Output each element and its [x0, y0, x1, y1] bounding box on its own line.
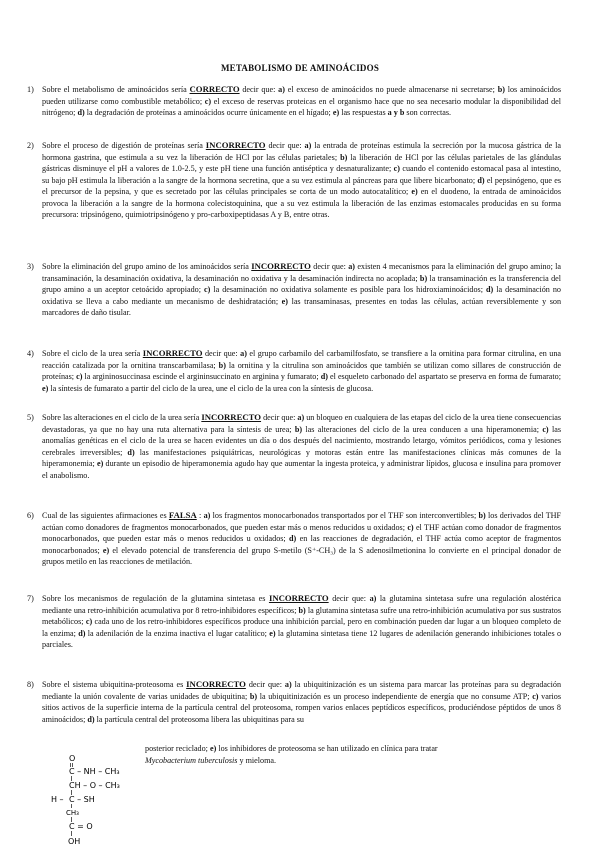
option-text: la desaminación no oxidativa se lleva a cabo mediante un mecanismo de deshidratación;	[42, 285, 561, 306]
option-letter: c)	[76, 372, 83, 382]
option-text: la argininosuccinasa escinde el argininsuccinato en arginina y fumarato;	[84, 372, 319, 382]
option-text: cuando el contenido estomacal pasa al intestino, su bajo pH estimula la liberación a la sangre de la hormona secretina, que a su vez estimula al páncreas para que libere bicarbonato;	[42, 164, 562, 185]
question-number: 5)	[27, 413, 34, 422]
question-keyword: INCORRECTO	[142, 348, 203, 358]
question-keyword: FALSA	[168, 510, 197, 520]
option-letter: d)	[320, 372, 328, 382]
option-text: son correctas.	[406, 108, 452, 118]
option-letter: e)	[269, 628, 276, 638]
option-text: el THF actúan como donador de fragmentos monocarbonados, que pueden estar más o menos reducidos u oxidados;	[42, 522, 562, 544]
question-keyword: INCORRECTO	[268, 593, 329, 603]
continuation-text: y mieloma.	[239, 755, 277, 765]
option-letter: e)	[102, 545, 110, 555]
option-letter: d)	[477, 175, 485, 185]
question-number: 3)	[27, 262, 34, 271]
option-text: varios sitios activos de la superficie interna de la partícula central del proteosoma, rompen varios enlaces peptídicos específicos, produciéndose péptidos de unos 8 aminoácidos;	[42, 691, 562, 724]
option-letter: b)	[340, 152, 348, 162]
option-text: la ubiquitinización es un sistema para marcar las proteínas para su degradación mediante la unión covalente de varias unidades de ubiquitina;	[42, 680, 562, 701]
struct-row-3: C – SH	[69, 795, 95, 804]
option-text: las alteraciones del ciclo de la urea conducen a una hiperamonemia;	[305, 424, 539, 434]
option-letter: b)	[497, 85, 505, 94]
question-stem: Sobre el metabolismo de aminoácidos sería	[42, 85, 187, 94]
option-text: cada uno de los retro-inhibidores específicos produce una inhibición parcial, pero en combinación pueden dar lugar a un bloqueo completo de la enzima;	[42, 617, 562, 638]
option-letter: c)	[393, 164, 400, 174]
question-stem-end: decir que:	[268, 141, 302, 150]
question-keyword: CORRECTO	[189, 84, 240, 94]
option-letter: b)	[478, 511, 486, 520]
question-5	[27, 412, 562, 481]
struct-row-2: CH – O – CH₃	[69, 781, 120, 790]
question-1	[27, 84, 562, 119]
option-letter: b)	[298, 605, 306, 615]
option-letter: c)	[85, 617, 93, 627]
option-letter: c)	[532, 691, 539, 701]
question-stem: Cual de las siguientes afirmaciones es	[42, 511, 167, 520]
question-8	[27, 679, 562, 725]
option-letter: b)	[294, 424, 303, 434]
question-keyword: INCORRECTO	[205, 140, 266, 150]
chemical-structure	[42, 752, 142, 848]
option-text: el esqueleto carbonado del aspartato se preserva en forma de fumarato;	[330, 372, 561, 382]
continuation-text: los inhibidores de proteosoma se han utilizado en clínica para tratar	[218, 744, 438, 753]
question-6	[27, 510, 562, 568]
question-4	[27, 348, 562, 394]
option-text: un bloqueo en cualquiera de las etapas del ciclo de la urea tiene consecuencias devastadoras, ya que no hay una ruta alternativa para la síntesis de urea;	[42, 413, 562, 434]
option-text: las transaminasas, presentes en todas las células, actúan reversiblemente y son marcadores de daño tisular.	[42, 296, 562, 318]
option-text: la liberación de HCl por las células parietales de las glándulas gástricas disminuye el pH a valores de 1.0-2.5, y este pH tiene una función antiséptica y desnaturalizante;	[42, 152, 562, 174]
question-3	[27, 261, 562, 319]
continuation-line-2	[145, 755, 565, 767]
option-letter: c)	[204, 285, 211, 295]
option-letter: d)	[77, 108, 85, 118]
struct-row-1: C – NH – CH₃	[69, 767, 120, 776]
question-keyword: INCORRECTO	[201, 412, 262, 422]
option-text: la ubiquitinización es un proceso independiente de energía que no consume ATP;	[259, 691, 530, 701]
continuation-text: posterior reciclado;	[145, 744, 208, 753]
option-letter: a)	[284, 680, 292, 689]
option-text: el pepsinógeno, que es el precursor de la pepsina, y que es secretado por las células principales se corta de un modo autocatalítico;	[42, 175, 562, 197]
question-8-continuation	[145, 743, 565, 766]
page-title: METABOLISMO DE AMINOÁCIDOS	[220, 63, 380, 73]
option-letter: c)	[407, 522, 414, 532]
question-number: 2)	[27, 141, 34, 150]
question-keyword: INCORRECTO	[251, 261, 311, 271]
option-letter: e)	[332, 108, 340, 118]
option-letter: e)	[42, 383, 49, 393]
option-text: los aminoácidos pueden utilizarse como combustible metabólico;	[42, 85, 562, 106]
question-stem-end: decir que:	[263, 413, 296, 422]
question-stem: Sobre el ciclo de la urea sería	[42, 349, 141, 358]
option-text: la adenilación de la enzima inactiva el lugar catalítico;	[87, 628, 267, 638]
option-letter: a)	[203, 511, 211, 520]
option-text: la transaminación es la transferencia del grupo amino a un aceptor cetoácido apropiado;	[42, 273, 562, 295]
option-letter: a)	[240, 349, 247, 358]
question-stem: Sobre la eliminación del grupo amino de los aminoácidos sería	[42, 262, 249, 271]
option-text: el grupo carbamilo del carbamilfosfato, se transfiere a la ornitina para formar citrulina, en una reacción catalizada por la ornitina transcarbamilasa;	[42, 349, 562, 370]
question-number: 4)	[27, 349, 34, 358]
option-letter: e)	[411, 187, 418, 197]
option-text: la glutamina sintetasa tiene 12 lugares de adenilación generando inhibiciones totales o parciales.	[42, 628, 562, 650]
option-letter: c)	[204, 96, 212, 106]
question-7	[27, 593, 562, 651]
option-letter: d)	[486, 285, 494, 295]
option-letter: e)	[97, 459, 104, 469]
option-text: en las reacciones de degradación, el THF actúa como aceptor de fragmentos monocarbonados;	[42, 534, 562, 555]
option-text: la síntesis de fumarato a partir del ciclo de la urea, une el ciclo de la urea con la síntesis de glucosa.	[50, 383, 374, 393]
struct-row-3-h: H –	[51, 795, 64, 804]
option-letter: e)	[209, 744, 217, 753]
question-stem-end: decir que:	[242, 85, 276, 94]
struct-row-4: C = O	[69, 822, 93, 831]
species-name: Mycobacterium tuberculosis	[145, 755, 238, 765]
option-text: la glutamina sintetasa sufre una retro-inhibición acumulativa por sus sustratos metabólicos;	[42, 605, 562, 627]
question-stem: Sobre el sistema ubiquitina-proteosoma es	[42, 680, 184, 689]
option-text: la degradación de proteínas a aminoácidos ocurre únicamente en el hígado;	[86, 108, 331, 118]
option-text: los derivados del THF actúan como donadores de fragmentos monocarbonados, que pueden estar más o menos reducidos u oxidados;	[42, 511, 562, 532]
option-text: la ornitina y la citrulina son aminoácidos que también se utilizan como sillares de construcción de proteínas;	[42, 360, 561, 382]
option-letter: b)	[419, 273, 428, 283]
option-text: la desaminación no oxidativa solamente es posible para los hidroxiaminoácidos;	[213, 285, 483, 295]
option-text: la glutamina sintetasa sufre una regulación alostérica mediante una retro-inhibición acumulativa por 8 retro-inhibidores específicos;	[42, 594, 561, 615]
question-stem-end: decir que:	[248, 680, 282, 689]
option-text: el exceso de aminoácidos no puede almacenarse ni secretarse;	[287, 85, 495, 94]
question-stem-end: decir que:	[204, 349, 238, 358]
question-number: 1)	[27, 85, 34, 94]
struct-o-top: O	[69, 754, 76, 763]
option-letter: d)	[78, 628, 86, 638]
option-letter: b)	[218, 360, 226, 370]
option-text: en el duodeno, la entrada de aminoácidos provoca la liberación a la sangre de la hormona colecistoquinina, que a su vez estimula la liberación de las enzimas estomacales producidas en su forma precursora: tripsinógeno, quimiotripsinógeno y pro-carboxipeptidasas A y B, entre otras.	[42, 187, 561, 220]
option-letter: a)	[348, 262, 355, 271]
question-number: 6)	[27, 511, 34, 520]
option-text: las respuestas	[341, 108, 386, 118]
question-number: 7)	[27, 594, 34, 603]
option-text: el exceso de reservas proteicas en el organismo hace que no sea necesario modular la disponibilidad del nitrógeno;	[42, 96, 562, 118]
option-letter: d)	[127, 447, 135, 457]
option-text: la partícula central del proteosoma libera las ubiquitinas para su	[96, 714, 304, 724]
chemical-structure-drawing	[42, 752, 142, 848]
option-letter: a y b	[387, 108, 405, 118]
continuation-line-1	[145, 743, 565, 755]
option-letter: a)	[369, 594, 377, 603]
question-stem: Sobre los mecanismos de regulación de la glutamina sintetasa es	[42, 594, 266, 603]
option-text: las manifestaciones psiquiátricas, neurológicas y motoras están entre las manifestaciones clínicas más comunes de la hiperamonemia;	[42, 447, 562, 469]
option-text: las anomalías genéticas en el ciclo de la urea se hacen evidentes un día o dos después del nacimiento, mostrando letargo, vómitos periódicos, coma y lesiones cerebrales irreversibles;	[42, 424, 561, 457]
option-text: durante un episodio de hiperamonemia agudo hay que aumentar la ingesta proteica, y administrar lípidos, glucosa e insulina para promover el anabolismo.	[42, 459, 562, 480]
option-letter: a)	[297, 413, 305, 422]
option-letter: b)	[249, 691, 258, 701]
option-letter: c)	[542, 424, 549, 434]
option-text: existen 4 mecanismos para la eliminación del grupo amino; la transaminación, la desaminación oxidativa, la desaminación no oxidativa y la desaminación indirecta no acoplada;	[42, 262, 562, 283]
option-letter: a)	[278, 85, 285, 94]
option-letter: a)	[304, 141, 312, 150]
question-stem-end: decir que:	[332, 594, 366, 603]
question-stem: Sobre las alteraciones en el ciclo de la urea sería	[42, 413, 200, 422]
option-letter: d)	[289, 534, 297, 544]
question-2	[27, 140, 562, 221]
question-stem-end: :	[199, 511, 202, 520]
struct-methyl: CH₃	[66, 809, 79, 817]
question-number: 8)	[27, 680, 34, 689]
option-letter: e)	[281, 296, 288, 306]
question-stem-end: decir que:	[313, 262, 346, 271]
option-text: el elevado potencial de transferencia del grupo S-metilo (S⁺-CH₃) de la S adenosilmetionina lo convierte en el principal donador de grupos metilo en las reacciones de metilación.	[42, 545, 561, 567]
struct-row-5: OH	[68, 837, 81, 846]
question-keyword: INCORRECTO	[186, 679, 246, 689]
question-stem: Sobre el proceso de digestión de proteínas sería	[42, 141, 203, 150]
option-text: la entrada de proteínas estimula la secreción por la mucosa gástrica de la hormona gastrina, que estimula a su vez la liberación de HCl por las células parietales;	[42, 141, 562, 162]
option-letter: d)	[87, 714, 95, 724]
option-text: los fragmentos monocarbonados transportados por el THF son interconvertibles;	[212, 511, 477, 520]
